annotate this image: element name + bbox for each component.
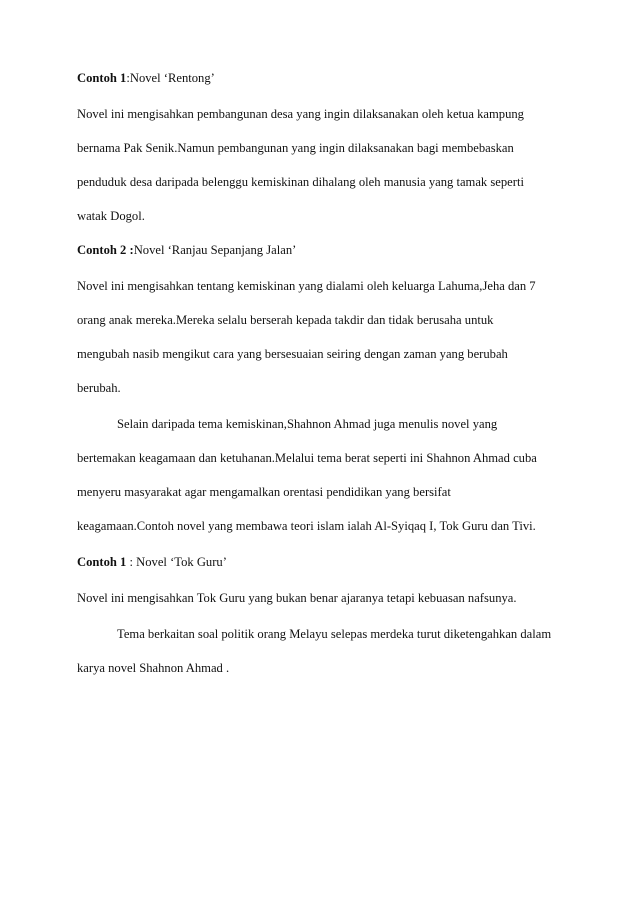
heading-label: Contoh 1 (77, 555, 127, 569)
heading-contoh-1-tok-guru (77, 554, 577, 570)
paragraph-line: bertemakan keagamaan dan ketuhanan.Melalui tema berat seperti ini Shahnon Ahmad cuba (77, 451, 537, 465)
paragraph-line: Novel ini mengisahkan pembangunan desa yang ingin dilaksanakan oleh ketua kampung (77, 107, 524, 121)
heading-contoh-1-rentong (77, 70, 577, 86)
document-page (77, 70, 577, 676)
heading-contoh-2-ranjau (77, 242, 577, 258)
heading-title: Novel ‘Ranjau Sepanjang Jalan’ (133, 243, 297, 257)
heading-title: : Novel ‘Tok Guru’ (126, 555, 227, 569)
heading-label: Contoh 2 : (77, 243, 134, 257)
paragraph-line: bernama Pak Senik.Namun pembangunan yang ingin dilaksanakan bagi membebaskan (77, 141, 514, 155)
paragraph-line: mengubah nasib mengikut cara yang bersesuaian seiring dengan zaman yang berubah (77, 347, 508, 361)
heading-label: Contoh 1 (77, 71, 127, 85)
paragraph-line: Selain daripada tema kemiskinan,Shahnon Ahmad juga menulis novel yang (117, 417, 498, 431)
paragraph-line: penduduk desa daripada belenggu kemiskinan dihalang oleh manusia yang tamak seperti (77, 175, 524, 189)
paragraph-line: keagamaan.Contoh novel yang membawa teori islam ialah Al-Syiqaq I, Tok Guru dan Tivi. (77, 519, 536, 533)
paragraph-line: Novel ini mengisahkan Tok Guru yang bukan benar ajaranya tetapi kebuasan nafsunya. (77, 591, 517, 605)
paragraph-line: orang anak mereka.Mereka selalu berserah kepada takdir dan tidak berusaha untuk (77, 313, 494, 327)
paragraph-line: Tema berkaitan soal politik orang Melayu selepas merdeka turut diketengahkan dalam (117, 627, 552, 641)
paragraph-line: berubah. (77, 381, 121, 395)
paragraph-line: karya novel Shahnon Ahmad . (77, 661, 230, 675)
paragraph-line: Novel ini mengisahkan tentang kemiskinan yang dialami oleh keluarga Lahuma,Jeha dan 7 (77, 279, 536, 293)
paragraph-line: watak Dogol. (77, 209, 145, 223)
heading-title: :Novel ‘Rentong’ (126, 71, 215, 85)
paragraph-line: menyeru masyarakat agar mengamalkan orentasi pendidikan yang bersifat (77, 485, 451, 499)
